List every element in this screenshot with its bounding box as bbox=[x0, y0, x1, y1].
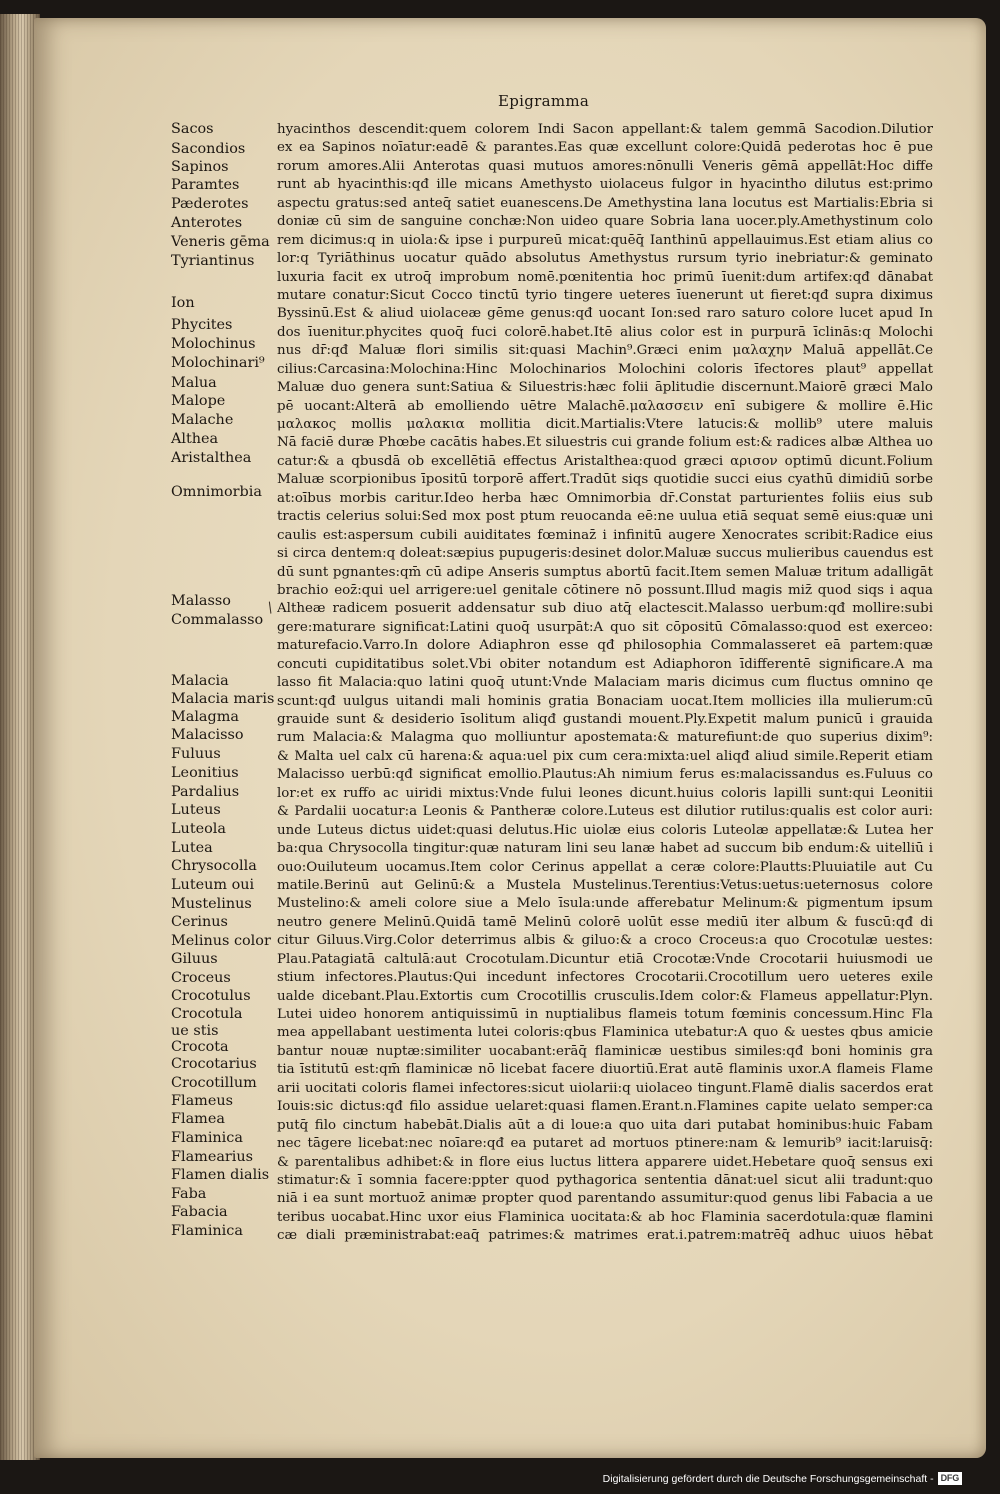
marginal-pen-mark: / bbox=[264, 599, 276, 617]
body-line: stium infectores.Plautus:Qui incedunt infectores Crocotarii.Crocotillum uero ueteres exile bbox=[277, 970, 933, 986]
body-line: aspectu gratus:sed anteq̄ satiet euanescens.De Amethystina lana locutus est Martialis:Ebria si bbox=[277, 195, 933, 211]
body-line: concuti cupiditatibus solet.Vbi obiter notandum est Adiaphoron īdifferentē significare.A ma bbox=[277, 656, 933, 672]
body-line: caulis est:aspersum cubili auiditates fœminaz̄ i infinitū augere Xenocrates scribit:Radice eius bbox=[277, 527, 933, 543]
body-line: mea appellabant uestimenta lutei coloris:qbus Flaminica utebatur:A quo & uestes qbus amicie bbox=[277, 1025, 933, 1041]
margin-note: Fuluus bbox=[171, 746, 221, 762]
margin-note: Pæderotes bbox=[171, 196, 249, 212]
margin-note: Flamearius bbox=[171, 1149, 254, 1165]
margin-note: Commalasso bbox=[171, 612, 264, 628]
margin-note: Malacia bbox=[171, 673, 229, 689]
margin-note: Fabacia bbox=[171, 1204, 228, 1220]
margin-note: Crocota bbox=[171, 1039, 229, 1055]
margin-note: Giluus bbox=[171, 951, 218, 967]
body-line: at:oībus morbis caritur.Ideo herba hæc Omnimorbia dr̄.Constat parturientes foliis eius sub bbox=[277, 490, 933, 506]
body-line: runt ab hyacinthis:qđ ille micans Amethysto uiolaceus fulgor in hyacintho dilutus est:primo bbox=[277, 177, 933, 193]
body-line: arii uocitati coloris flamei infectores:sicut uiolarii:q uiolaceo tingunt.Flamē dialis sacerdos erat bbox=[277, 1080, 933, 1096]
margin-note: Paramtes bbox=[171, 177, 240, 193]
margin-note: Sacondios bbox=[171, 141, 246, 157]
margin-note: Malacisso bbox=[171, 727, 244, 743]
body-line: rorum amores.Alii Anterotas quasi mutuos amores:nōnulli Veneris gēmā appellāt:Hoc diffe bbox=[277, 158, 933, 174]
body-line: rum Malacia:& Malagma quo molliuntur apostemata:& maturefiunt:de quo superius dixim⁹: bbox=[277, 730, 933, 746]
body-line: pē uocant:Alterā ab emolliendo uētre Malachē.μαλασσειν enī subigere & mollire ē.Hic bbox=[277, 398, 933, 414]
margin-note: Crocotula ue stis bbox=[171, 1006, 243, 1039]
margin-note: Molochinari⁹ bbox=[171, 355, 265, 371]
margin-note: Malache bbox=[171, 412, 234, 428]
margin-note: Leonitius bbox=[171, 765, 239, 781]
margin-note: Molochinus bbox=[171, 336, 256, 352]
digitization-footer bbox=[600, 1470, 962, 1487]
body-line: Iouis:sic dictus:qđ filo assidue uelaret̄:quasi flamen.Erant.n.Flamines capite uelato semper:ca bbox=[277, 1099, 933, 1115]
body-line: si circa dentem:q doleat:sæpius pupugeris:desinet dolor.Maluæ succus mulieribus cauendus est bbox=[277, 546, 933, 562]
body-line: ouo:Ouiluteum uocamus.Item color Cerinus appellat̄ a ceræ colore:Plautts:Pluuiatile aut Cu bbox=[277, 859, 933, 875]
body-line: lor:q Tyriāthinus uocatur quādo absolutus Amethystus rursum tyrio inebriatur:& geminato bbox=[277, 251, 933, 267]
body-line: Altheæ radicem posuerit addensatur sub diuo atq̄ elactescit.Malasso uerbum:qđ mollire:subi bbox=[277, 601, 933, 617]
body-line: nus dr̄:qđ Maluæ flori similis sit:quasi Machin⁹.Græci enim μαλαχην Maluā appellāt.Ce bbox=[277, 343, 933, 359]
body-line: catur:& a qbusdā ob excellētiā effectus Aristalthea:quod græci αρισον optimū dicunt.Folium bbox=[277, 453, 933, 469]
body-line: lor:et ex ruffo ac uiridi mixtus:Vnde fului leones dicunt̄.huius coloris lapilli sunt:qui Leonitii bbox=[277, 785, 933, 801]
body-line: putq̄ filo cinctum habebāt.Dialis aūt a di loue:a quo uita dari putabat hominibus:huic Fabam bbox=[277, 1117, 933, 1133]
margin-note: Crocotarius bbox=[171, 1056, 257, 1072]
body-line: dos īuenitur.phycites quoq̄ fuci colorē.habet.Itē alius color est in purpurā īclinās:q Molochi bbox=[277, 324, 933, 340]
body-line: lasso fit Malacia:quo latini quoq̄ utunt̄:Vnde Malaciam maris dicimus cum fluctus omnino qe bbox=[277, 675, 933, 691]
margin-notes-column bbox=[171, 120, 283, 1240]
body-line: neutro genere Melinū.Quidā tamē Melinū colorē uolūt esse mediū iter album & fuscū:qđ di bbox=[277, 914, 933, 930]
margin-note: Lutea bbox=[171, 840, 213, 856]
margin-note: Flameus bbox=[171, 1093, 233, 1109]
footer-credit: Digitalisierung gefördert durch die Deutsche Forschungsgemeinschaft - bbox=[602, 1472, 934, 1485]
margin-note: Malacia maris bbox=[171, 691, 275, 707]
margin-note: Omnimorbia bbox=[171, 484, 262, 500]
body-line: cæ diali præministrabat:eaq̄ patrimes:& matrimes erat.i.patrem:matrēq̄ adhuc uiuos hēbat bbox=[277, 1228, 933, 1244]
margin-note: Sacos bbox=[171, 121, 214, 137]
body-line: μαλακος mollis μαλακια mollitia dicit.Martialis:Vtere latucis:& mollib⁹ utere maluis bbox=[277, 417, 933, 432]
margin-note: Flaminica bbox=[171, 1130, 243, 1146]
margin-note: Mustelinus bbox=[171, 896, 252, 912]
body-line: doniæ cū sim de sanguine conchæ:Non uideo quare Sobria lana uocer.ply.Amethystinum colo bbox=[277, 214, 933, 230]
margin-note: Malope bbox=[171, 393, 226, 409]
body-line: maturefacio.Varro.In dolore Adiaphron esse qđ philosophia Commalasseret eā partem:quæ bbox=[277, 638, 933, 654]
body-line: cilius:Carcasina:Molochina:Hinc Molochinarios Molochini coloris īfectores plaut⁹ appellat bbox=[277, 361, 933, 377]
margin-note: Malua bbox=[171, 375, 217, 391]
body-line: Nā faciē duræ Phœbe cacātis habes.Et siluestris cui grande folium est:& radices albæ Althea uo bbox=[277, 435, 933, 451]
body-line: luxuria facit ex utroq̄ improbum nomē.pœnitentia hoc primū īuenit:dum artifex:qđ dānabat bbox=[277, 269, 933, 285]
margin-note: Ion bbox=[171, 295, 195, 311]
body-line: unde Luteus dictus uidet̄:quasi delutus.Hic uiolæ eius coloris Luteolæ appellatæ:& Lutea her bbox=[277, 822, 933, 838]
body-line: tia īstitutū est:qm̄ flaminicæ nō licebat facere diuortiū.Erat autē flaminis uxor.A flameis Flame bbox=[277, 1062, 933, 1078]
body-line: niā i ea sunt mortuoz̄ animæ propter quod parentando assumitur:quod genus libi Fabacia a ue bbox=[277, 1191, 933, 1207]
body-line: & Pardalii uocatur:a Leonis & Pantheræ colore.Luteus est dilutior rutilus:qualis est color auri: bbox=[277, 804, 933, 820]
body-text-column bbox=[277, 121, 933, 1246]
margin-note: Crocotulus bbox=[171, 988, 251, 1004]
body-line: & parentalibus adhibet̄:& in flore eius luctus littera apparere uidet̄.Hebetare quoq̄ sensus exi bbox=[277, 1154, 933, 1170]
body-line: brachio eoz̄:qui uel arrigere:uel genitale cōtinere nō possunt.Illud magis miz̄ quod siqs i aqua bbox=[277, 582, 933, 598]
body-line: bantur nouæ nuptæ:similiter uocabant̄:erāq̄ flaminicæ uestibus similes:qđ boni hominis gra bbox=[277, 1043, 933, 1059]
margin-note: Veneris gēma bbox=[171, 234, 270, 250]
margin-note: Luteum oui bbox=[171, 877, 255, 893]
body-line: ualde dicebant.Plau.Extortis cum Crocotillis crusculis.Idem color:& Flameus appellatur:Plyn. bbox=[277, 988, 933, 1004]
running-head: Epigramma bbox=[498, 92, 590, 110]
body-line: citur Giluus.Virg.Color deterrimus albis & giluo:& a croco Croceus:a quo Crocotulæ uestes: bbox=[277, 933, 933, 949]
body-line: & Malta uel calx cū harena:& aqua:uel pix cum cera:mixta:uel aliqđ aliud simile.Reperit̄ etiam bbox=[277, 748, 933, 764]
body-line: Byssinū.Est & aliud uiolaceæ gēme genus:qđ uocant Ion:sed raro saturo colore lucet apud In bbox=[277, 306, 933, 322]
margin-note: Malasso bbox=[171, 593, 231, 609]
body-line: Maluæ duo genera sunt:Satiua & Siluestris:hæc folii āplitudie discernunt.Maiorē græci Malo bbox=[277, 380, 933, 396]
body-line: ba:qua Chrysocolla tingitur:quæ naturam lini seu lanæ habet ad succum bib endum:& uitelliū i bbox=[277, 841, 933, 857]
body-line: scunt:qđ uulgus uitandi mali hominis gratia Bonaciam uocat.Item mollicies illa mulierum:cū bbox=[277, 693, 933, 709]
body-line: stimatur:& ī somnia facere:ppter quod pythagorica sententia dānat̄:uel sicut alii tradunt:quo bbox=[277, 1172, 933, 1188]
body-line: Mustelino:& ameli colore siue a Melo īsula:unde afferebatur Melinum:& pigmentum ipsum bbox=[277, 896, 933, 912]
margin-note: Anterotes bbox=[171, 215, 243, 231]
margin-note: Althea bbox=[171, 431, 219, 447]
margin-note: Malagma bbox=[171, 709, 239, 725]
body-line: hyacinthos descendit:quem colorem Indi Sacon appellant:& talem gemmā Sacodion.Dilutior bbox=[277, 122, 933, 137]
margin-note: Flamen dialis bbox=[171, 1167, 270, 1183]
body-line: dū sunt pgnantes:qm̄ cū adipe Anseris sumptus abortū facit.Item semen Maluæ tritum adalligāt bbox=[277, 564, 933, 580]
margin-note: Pardalius bbox=[171, 784, 240, 800]
margin-note: Sapinos bbox=[171, 159, 229, 175]
body-line: teribus uocabat̄.Hinc uxor eius Flaminica uocitata:& ab hoc Flaminia sacerdotula:quæ flamini bbox=[277, 1209, 933, 1225]
body-line: rem dicimus:q in uiola:& ipse i purpureū micat:quēq̄ Ianthinū appellauimus.Est etiam alius co bbox=[277, 232, 933, 248]
body-line: nec tāgere licebat:nec noīare:qđ ea putaret̄ ad mortuos ptinere:nam & lemurib⁹ iacit̄:laruisq̄: bbox=[277, 1136, 933, 1152]
margin-note: Luteola bbox=[171, 821, 226, 837]
body-line: gere:maturare significat:Latini quoq̄ usurpāt:A quo sit cōpositū Cōmalasso:quod est exerceo: bbox=[277, 619, 933, 635]
margin-note: Crocotillum bbox=[171, 1075, 257, 1091]
margin-note: Aristalthea bbox=[171, 450, 252, 466]
body-line: ex ea Sapinos noīatur:eadē & parantes.Eas quæ excellunt colore:Quidā pederotas hoc ē pue bbox=[277, 140, 933, 156]
margin-note: Flamea bbox=[171, 1111, 225, 1127]
margin-note: Faba bbox=[171, 1186, 207, 1202]
body-line: Maluæ scorpionibus īpositū torporē affert.Tradūt siqs quotidie succi eius cyathū dimidiū sorbe bbox=[277, 472, 933, 488]
body-line: Lutei uideo honorem antiquissimū in nuptialibus flameis totum fœminis concessum.Hinc Fla bbox=[277, 1007, 933, 1022]
margin-note: Melinus color bbox=[171, 933, 271, 949]
margin-note: Flaminica bbox=[171, 1223, 243, 1239]
dfg-logo: DFG bbox=[938, 1472, 962, 1485]
body-line: Plau.Patagiatā caltulā:aut Crocotulam.Dicuntur etiā Crocotæ:Vnde Crocotarii huiusmodi ue bbox=[277, 951, 933, 967]
margin-note: Tyriantinus bbox=[171, 253, 255, 269]
margin-note: Cerinus bbox=[171, 914, 228, 930]
margin-note: Croceus bbox=[171, 970, 231, 986]
body-line: grauide sunt & desiderio īsolitum aliqđ gustandi mouent̄.Ply.Expetit̄ malum punicū i grauida bbox=[277, 712, 933, 727]
body-line: Malacisso uerbū:qđ significat emollio.Plautus:Ah nimium ferus es:malacissandus es.Fuluus co bbox=[277, 767, 933, 783]
margin-note: Phycites bbox=[171, 317, 233, 333]
body-line: tractis celerius solui:Sed mox post ptum reuocanda eē:ne uulua etiā sequat̄ semē eius:quæ uni bbox=[277, 509, 933, 525]
body-line: mutare conatur:Sicut Cocco tinctū tyrio tingere ueteres īuenerunt ut fieret:qđ supra diximus bbox=[277, 287, 933, 303]
body-line: matile.Berinū aut Gelinū:& a Mustela Mustelinus.Terentius:Vetus:uetus:ueternosus colore bbox=[277, 877, 933, 893]
margin-note: Chrysocolla bbox=[171, 858, 257, 874]
margin-note: Luteus bbox=[171, 802, 221, 818]
